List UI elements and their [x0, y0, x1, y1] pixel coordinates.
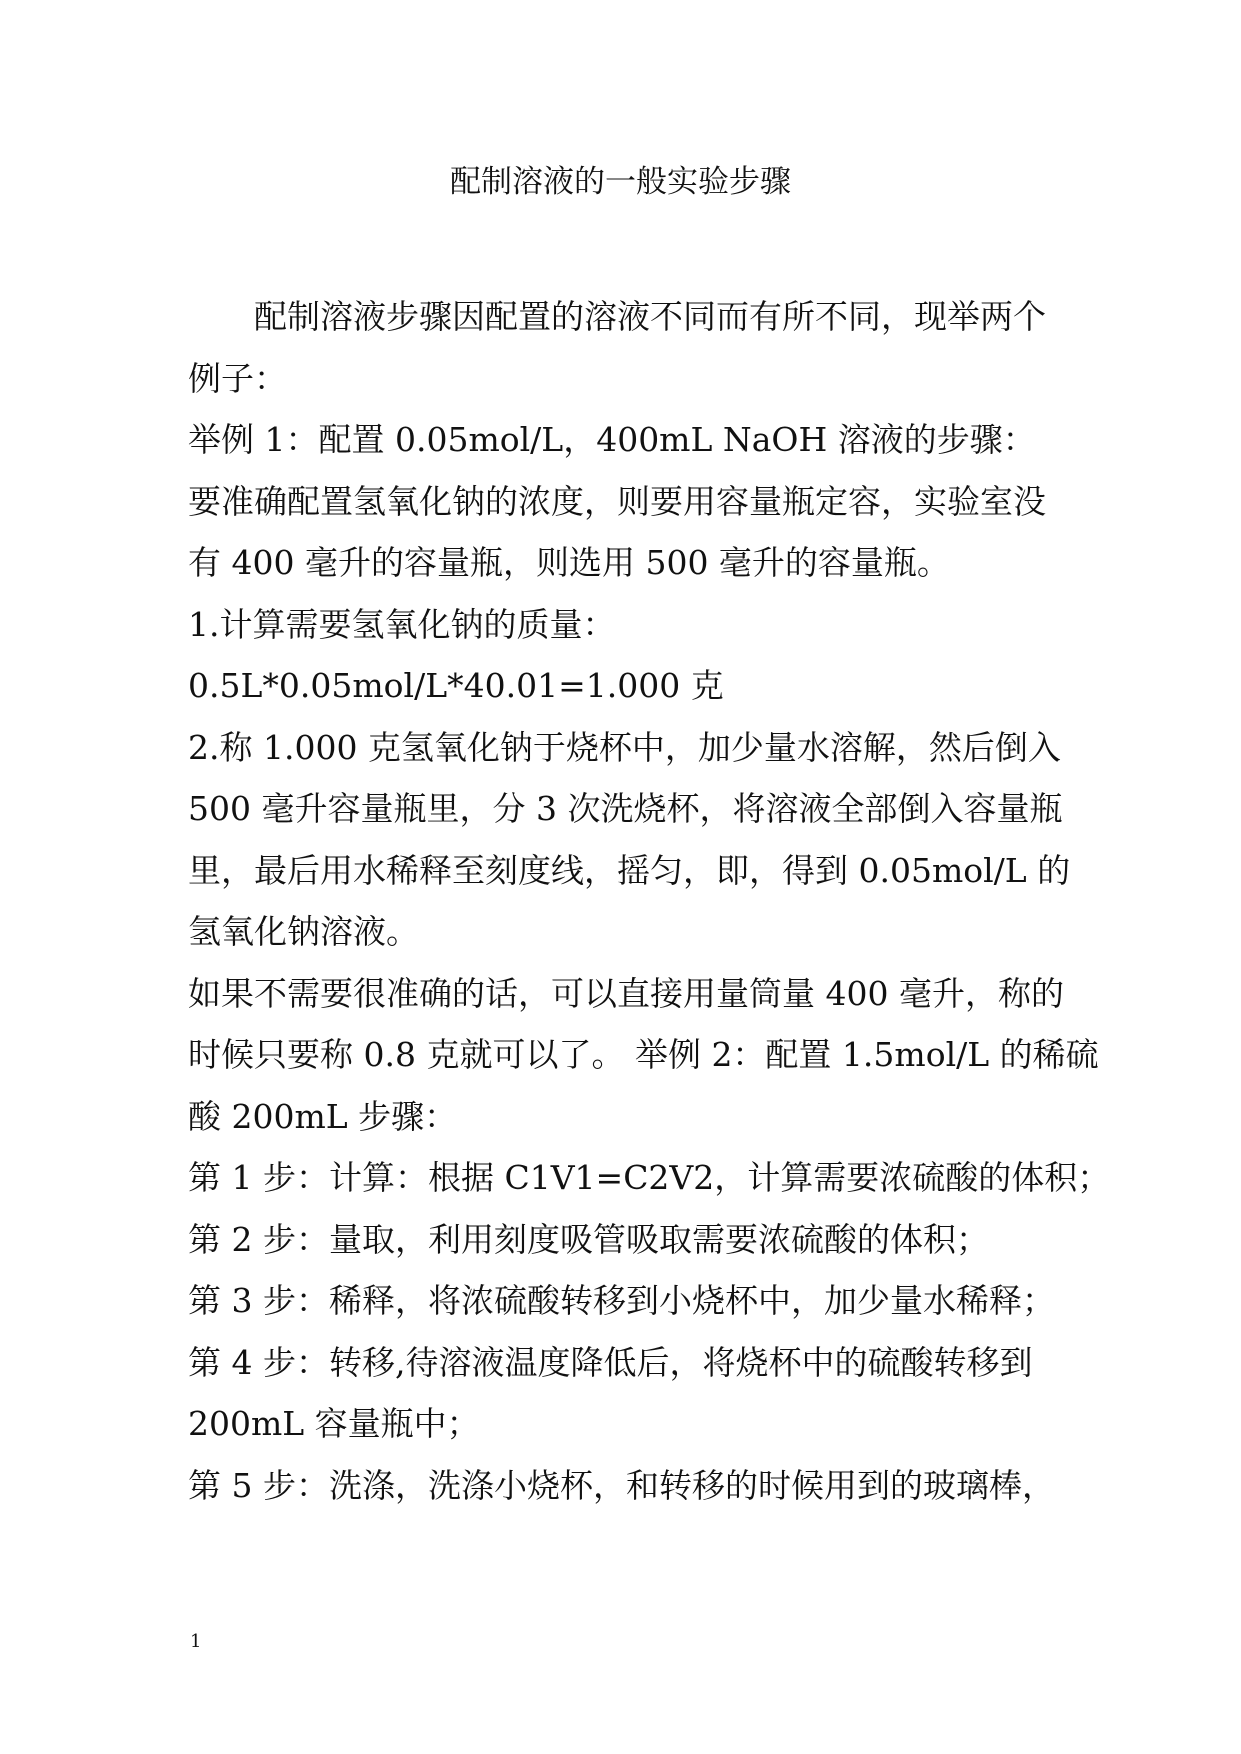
document-body — [188, 286, 1111, 1516]
paragraph-line: 如果不需要很准确的话，可以直接用量筒量 400 毫升，称的 — [188, 973, 1064, 1013]
paragraph-line: 第 1 步：计算：根据 C1V1=C2V2，计算需要浓硫酸的体积； — [188, 1158, 1111, 1197]
paragraph-line: 有 400 毫升的容量瓶，则选用 500 毫升的容量瓶。 — [188, 543, 950, 582]
paragraph-line: 例子： — [188, 358, 287, 398]
paragraph-line: 第 2 步：量取，利用刻度吸管吸取需要浓硫酸的体积； — [188, 1219, 989, 1259]
paragraph-line: 酸 200mL 步骤： — [188, 1096, 458, 1136]
paragraph-line: 第 3 步：稀释，将浓硫酸转移到小烧杯中，加少量水稀释； — [188, 1281, 1055, 1320]
paragraph-line: 2.称 1.000 克氢氧化钠于烧杯中，加少量水溶解，然后倒入 — [188, 727, 1061, 767]
paragraph-line: 1.计算需要氢氧化钠的质量： — [188, 604, 616, 644]
page-number: 1 — [190, 1631, 202, 1652]
paragraph-line: 要准确配置氢氧化钠的浓度，则要用容量瓶定容，实验室没 — [188, 481, 1046, 521]
paragraph-line: 第 5 步：洗涤，洗涤小烧杯，和转移的时候用到的玻璃棒， — [188, 1465, 1055, 1505]
paragraph-line: 第 4 步：转移,待溶液温度降低后，将烧杯中的硫酸转移到 — [188, 1342, 1033, 1382]
paragraph-line: 里，最后用水稀释至刻度线，摇匀，即，得到 0.05mol/L 的 — [188, 850, 1071, 890]
document-title: 配制溶液的一般实验步骤 — [450, 164, 791, 200]
paragraph-line: 举例 1：配置 0.05mol/L，400mL NaOH 溶液的步骤： — [188, 420, 1036, 459]
paragraph-line: 500 毫升容量瓶里，分 3 次洗烧杯，将溶液全部倒入容量瓶 — [188, 789, 1063, 828]
paragraph-line: 0.5L*0.05mol/L*40.01=1.000 克 — [188, 666, 724, 705]
paragraph-line: 氢氧化钠溶液。 — [188, 912, 419, 951]
paragraph-line: 配制溶液步骤因配置的溶液不同而有所不同，现举两个 — [254, 297, 1046, 336]
paragraph-line: 时候只要称 0.8 克就可以了。 举例 2：配置 1.5mol/L 的稀硫 — [188, 1035, 1099, 1074]
paragraph-line: 200mL 容量瓶中； — [188, 1404, 480, 1443]
